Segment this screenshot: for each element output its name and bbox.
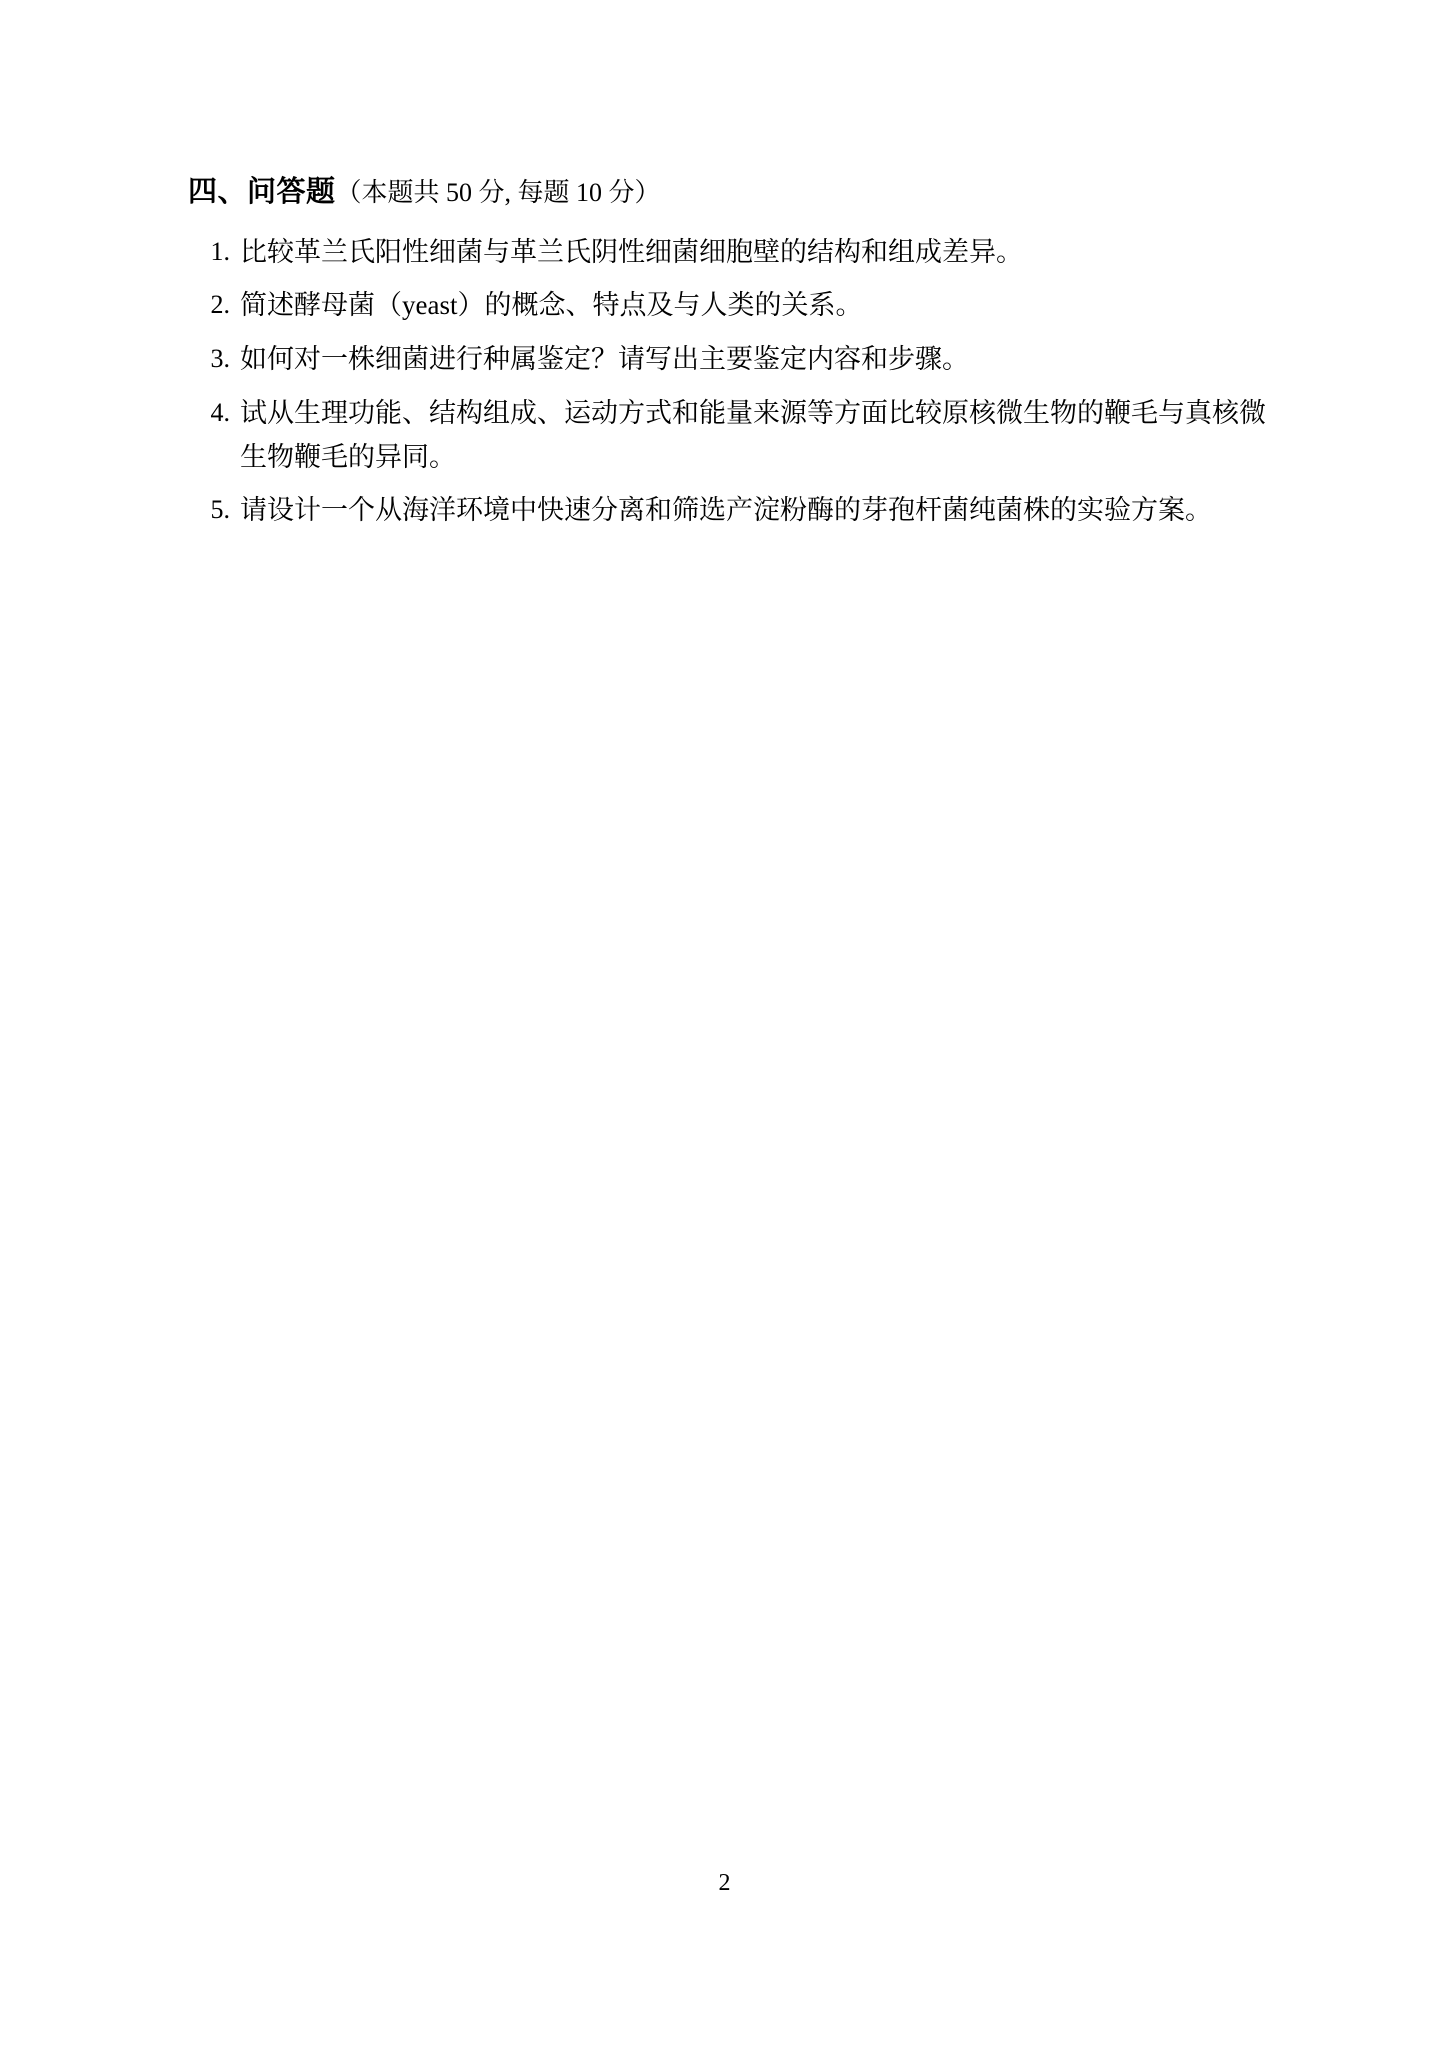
- question-text: 比较革兰氏阳性细菌与革兰氏阴性细菌细胞壁的结构和组成差异。: [240, 236, 1023, 267]
- question-list: [188, 231, 1268, 533]
- question-number: 5.: [210, 495, 230, 525]
- section-note: （本题共 50 分, 每题 10 分）: [335, 178, 661, 207]
- section-heading: [188, 172, 1268, 213]
- question-number: 3.: [210, 344, 230, 374]
- question-number: 1.: [210, 236, 230, 266]
- page-content: [188, 172, 1268, 543]
- question-text: 请设计一个从海洋环境中快速分离和筛选产淀粉酶的芽孢杆菌纯菌株的实验方案。: [240, 495, 1212, 526]
- question-text: 试从生理功能、结构组成、运动方式和能量来源等方面比较原核微生物的鞭毛与真核微生物鞭毛的异同。: [240, 397, 1266, 472]
- question-item: [188, 284, 1268, 328]
- section-title: 四、问答题: [188, 176, 336, 208]
- question-item: [188, 338, 1268, 382]
- question-text: 简述酵母菌（yeast）的概念、特点及与人类的关系。: [240, 290, 863, 321]
- question-item: [188, 392, 1268, 479]
- question-number: 4.: [210, 397, 230, 427]
- question-item: [188, 489, 1268, 533]
- question-text: 如何对一株细菌进行种属鉴定？请写出主要鉴定内容和步骤。: [240, 344, 969, 375]
- page-number: 2: [718, 1870, 731, 1896]
- question-item: [188, 231, 1268, 275]
- question-number: 2.: [210, 290, 230, 320]
